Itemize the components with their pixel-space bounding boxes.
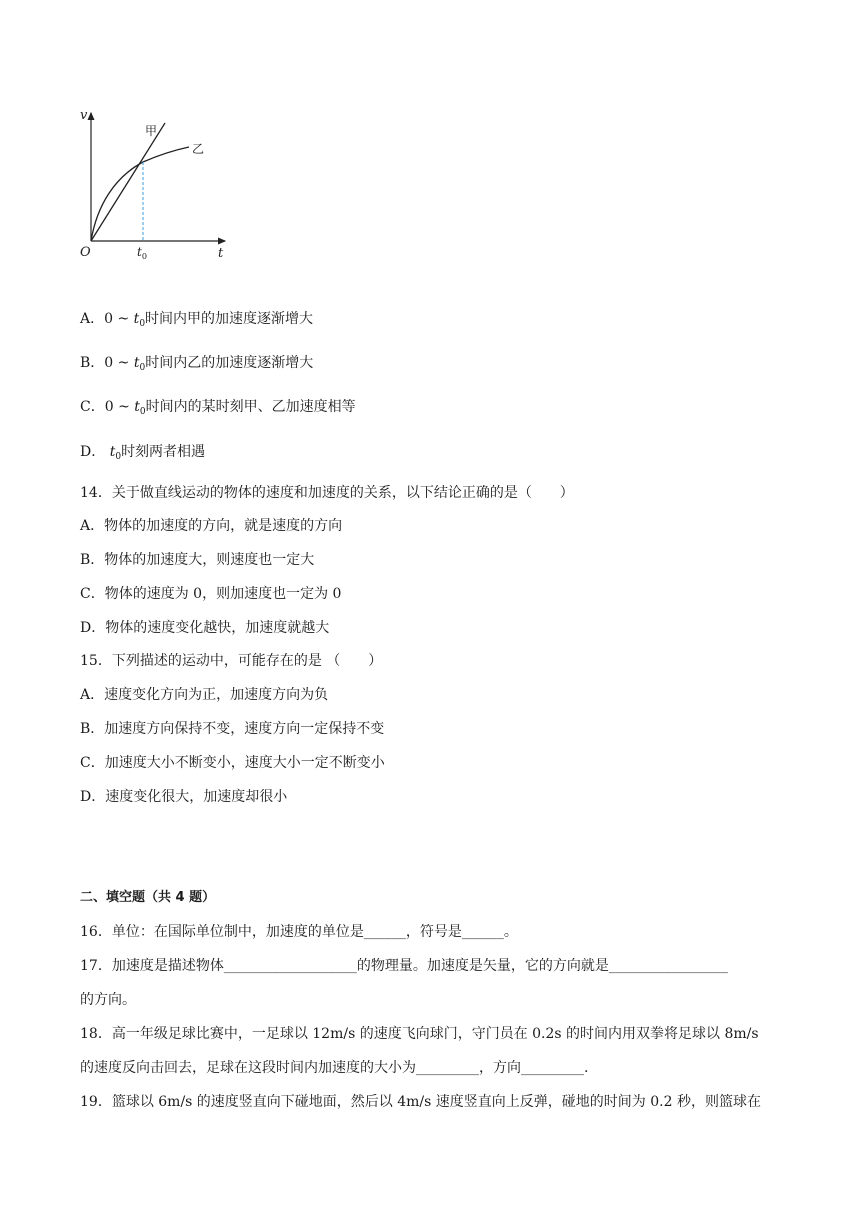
q15-stem: 15．下列描述的运动中，可能存在的是 （ ） bbox=[80, 653, 383, 669]
velocity-time-graph bbox=[75, 105, 245, 265]
q15-option-c[interactable]: C．加速度大小不断变小，速度大小一定不断变小 bbox=[80, 755, 385, 771]
jia-label: 甲 bbox=[145, 124, 158, 138]
origin-label: O bbox=[80, 245, 91, 260]
q14-option-c[interactable]: C．物体的速度为 0，则加速度也一定为 0 bbox=[80, 586, 342, 602]
t0-label: $t_0$ bbox=[137, 245, 147, 261]
q14-stem: 14．关于做直线运动的物体的速度和加速度的关系，以下结论正确的是（ ） bbox=[80, 485, 574, 501]
v-axis-label: v bbox=[80, 108, 88, 123]
q15-option-d[interactable]: D．速度变化很大，加速度却很小 bbox=[80, 789, 288, 805]
section-heading: 二、填空题（共 4 题） bbox=[80, 890, 216, 905]
yi-curve bbox=[91, 147, 189, 241]
q13-option-c[interactable]: C．0 ~ $t_0$时间内的某时刻甲、乙加速度相等 bbox=[80, 399, 356, 417]
q19-line1: 19．篮球以 6m/s 的速度竖直向下碰地面，然后以 4m/s 速度竖直向上反弹，碰地的时间为 0.2 秒，则篮球在 bbox=[80, 1094, 761, 1110]
q16-text: 16．单位：在国际单位制中，加速度的单位是______，符号是______。 bbox=[80, 924, 518, 940]
yi-label: 乙 bbox=[192, 142, 205, 156]
q14-option-d[interactable]: D．物体的速度变化越快，加速度就越大 bbox=[80, 620, 330, 636]
q18-line2: 的速度反向击回去，足球在这段时间内加速度的大小为_________，方向_________. bbox=[80, 1060, 589, 1076]
q17-line2: 的方向。 bbox=[80, 992, 136, 1008]
q14-option-a[interactable]: A．物体的加速度的方向，就是速度的方向 bbox=[80, 518, 343, 534]
jia-line bbox=[91, 123, 165, 241]
q15-option-b[interactable]: B．加速度方向保持不变，速度方向一定保持不变 bbox=[80, 721, 385, 737]
q13-option-a[interactable]: A．0 ~ $t_0$时间内甲的加速度逐渐增大 bbox=[80, 311, 314, 329]
q13-option-b[interactable]: B．0 ~ $t_0$时间内乙的加速度逐渐增大 bbox=[80, 355, 314, 373]
q14-option-b[interactable]: B．物体的加速度大，则速度也一定大 bbox=[80, 552, 315, 568]
t-axis-label: t bbox=[218, 246, 224, 261]
q15-option-a[interactable]: A．速度变化方向为正，加速度方向为负 bbox=[80, 687, 329, 703]
q18-line1: 18．高一年级足球比赛中，一足球以 12m/s 的速度飞向球门，守门员在 0.2s 的时间内用双拳将足球以 8m/s bbox=[80, 1026, 759, 1042]
q13-option-d[interactable]: D． $t_0$时刻两者相遇 bbox=[80, 444, 206, 462]
q17-line1: 17．加速度是描述物体___________________的物理量。加速度是矢量，它的方向就是_________________ bbox=[80, 958, 728, 974]
